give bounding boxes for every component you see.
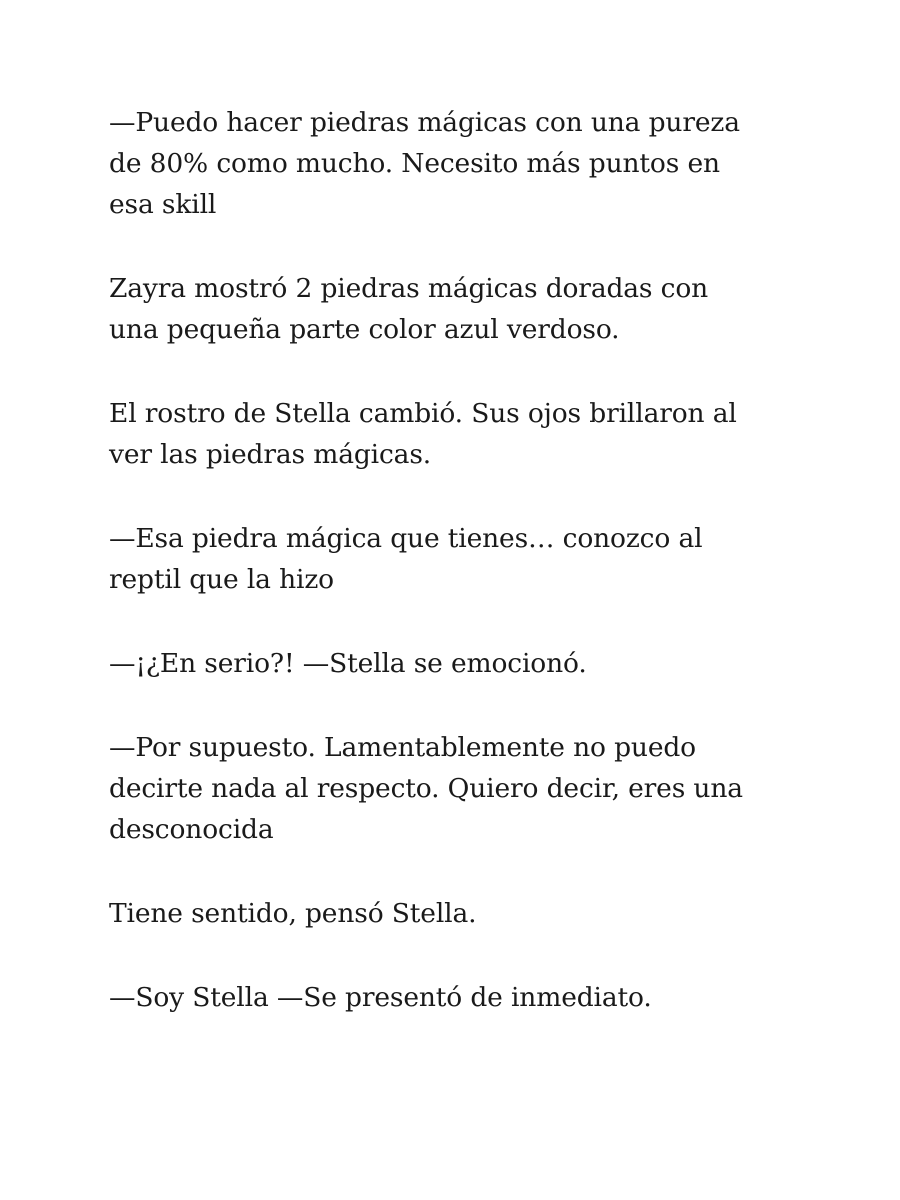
story-text	[109, 102, 809, 1061]
paragraph-3	[109, 393, 809, 475]
text-line: una pequeña parte color azul verdoso.	[109, 314, 620, 345]
text-line: Tiene sentido, pensó Stella.	[109, 898, 477, 929]
text-line: El rostro de Stella cambió. Sus ojos brillaron al	[109, 398, 737, 429]
paragraph-5	[109, 643, 809, 684]
text-line: Zayra mostró 2 piedras mágicas doradas con	[109, 273, 709, 304]
paragraph-7	[109, 893, 809, 934]
text-line: desconocida	[109, 814, 274, 845]
paragraph-2	[109, 268, 809, 350]
paragraph-1	[109, 102, 809, 225]
paragraph-6	[109, 727, 809, 850]
text-line: —Esa piedra mágica que tienes… conozco al	[109, 523, 703, 554]
paragraph-4	[109, 518, 809, 600]
text-line: —Puedo hacer piedras mágicas con una pureza	[109, 107, 740, 138]
text-line: ver las piedras mágicas.	[109, 439, 432, 470]
text-line: decirte nada al respecto. Quiero decir, eres una	[109, 773, 743, 804]
text-line: —¡¿En serio?! —Stella se emocionó.	[109, 648, 587, 679]
text-line: —Soy Stella —Se presentó de inmediato.	[109, 982, 652, 1013]
text-line: de 80% como mucho. Necesito más puntos en	[109, 148, 720, 179]
text-line: reptil que la hizo	[109, 564, 334, 595]
text-line: —Por supuesto. Lamentablemente no puedo	[109, 732, 696, 763]
text-line: esa skill	[109, 189, 217, 220]
paragraph-8	[109, 977, 809, 1018]
